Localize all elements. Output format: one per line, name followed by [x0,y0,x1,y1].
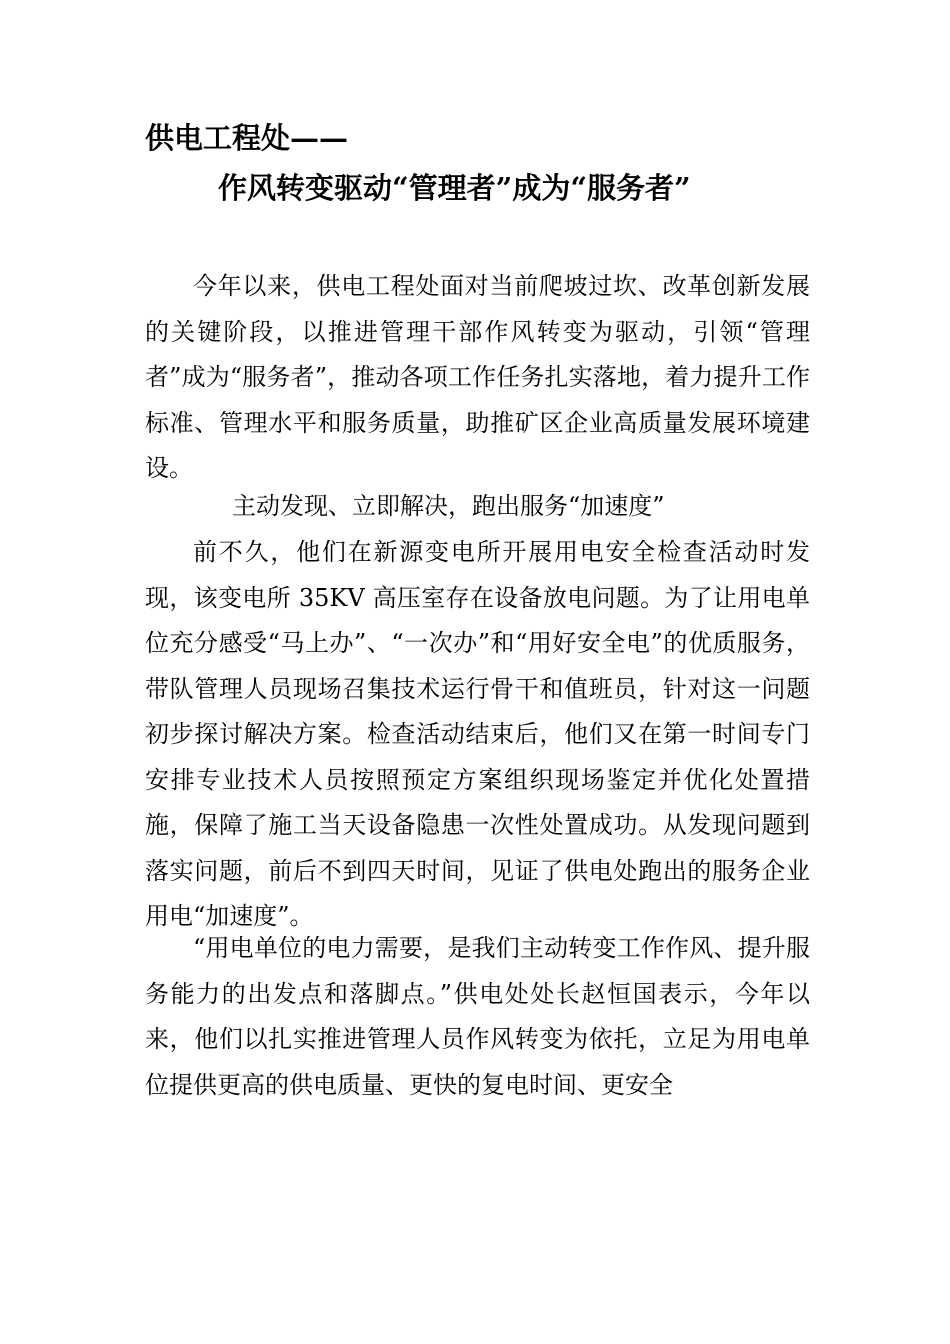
document-title-line1: 供电工程处—— [145,121,349,155]
section-subheading: 主动发现、立即解决，跑出服务“加速度” [232,492,665,520]
paragraph-quote: “用电单位的电力需要，是我们主动转变工作作风、提升服务能力的出发点和落脚点。”供电处处长赵恒国表示，今年以来，他们以扎实推进管理人员作风转变为依托，立足为用电单位提供更高的供电质量、更快的复电时间、更安全 [145,934,810,1099]
paragraph-inspection: 前不久，他们在新源变电所开展用电安全检查活动时发现，该变电所 35KV 高压室存在设备放电问题。为了让用电单位充分感受“马上办”、“一次办”和“用好安全电”的优质服务，带队管理人员现场召集技术运行骨干和值班员，针对这一问题初步探讨解决方案。检查活动结束后，他们又在第一时间专门安排专业技术人员按照预定方案组织现场鉴定并优化处置措施，保障了施工当天设备隐患一次性处置成功。从发现问题到落实问题，前后不到四天时间，见证了供电处跑出的服务企业用电“加速度”。 [145,538,810,930]
paragraph-intro: 今年以来，供电工程处面对当前爬坡过坎、改革创新发展的关键阶段，以推进管理干部作风转变为驱动，引领“管理者”成为“服务者”，推动各项工作任务扎实落地，着力提升工作标准、管理水平和服务质量，助推矿区企业高质量发展环境建设。 [145,272,810,482]
document-title-line2: 作风转变驱动“管理者”成为“服务者” [218,171,691,205]
